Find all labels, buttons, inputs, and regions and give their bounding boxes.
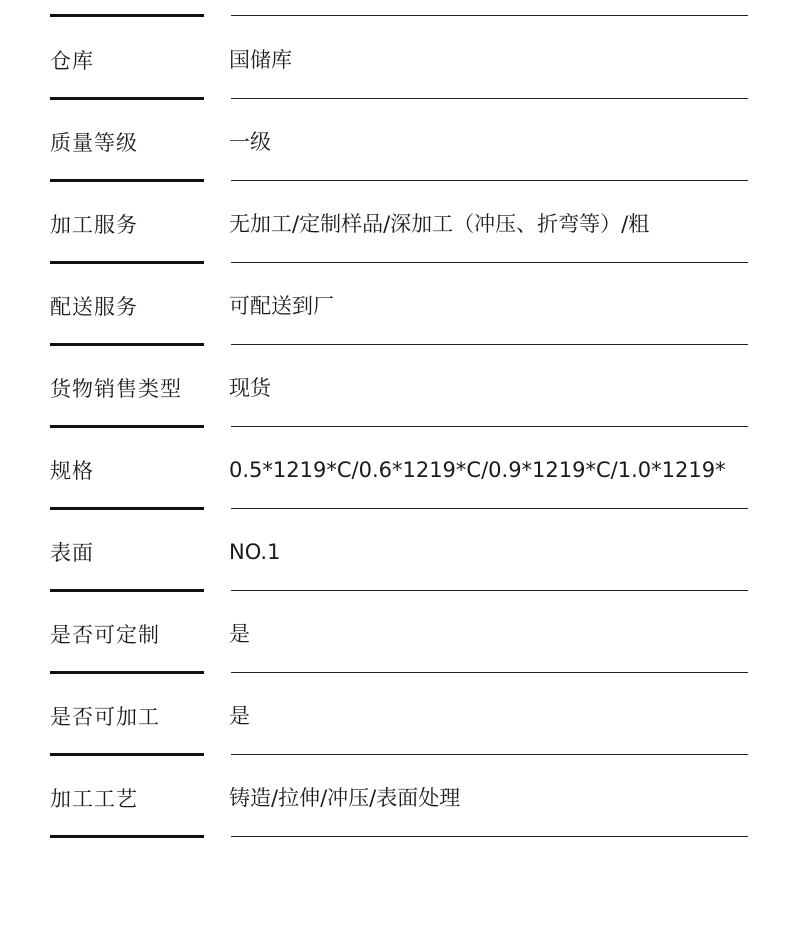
value-divider bbox=[231, 262, 748, 263]
spec-table bbox=[0, 14, 800, 838]
value-divider bbox=[231, 180, 748, 181]
value-divider bbox=[231, 508, 748, 509]
label-divider bbox=[50, 835, 204, 838]
spec-label: 货物销售类型 bbox=[50, 377, 182, 401]
spec-value: 铸造/拉伸/冲压/表面处理 bbox=[229, 786, 461, 810]
spec-row-processing-technique bbox=[0, 756, 800, 838]
value-divider bbox=[231, 98, 748, 99]
spec-row-sales-type bbox=[0, 346, 800, 428]
label-divider bbox=[50, 14, 204, 17]
spec-row-warehouse bbox=[0, 18, 800, 100]
spec-value: 是 bbox=[229, 622, 250, 646]
spec-value: 是 bbox=[229, 704, 250, 728]
spec-row-quality-grade bbox=[0, 100, 800, 182]
spec-row-delivery-service bbox=[0, 264, 800, 346]
spec-value: NO.1 bbox=[229, 540, 281, 564]
spec-row-processing-service bbox=[0, 182, 800, 264]
spec-row-processable bbox=[0, 674, 800, 756]
spec-label: 规格 bbox=[50, 459, 94, 483]
value-divider bbox=[231, 426, 748, 427]
spec-value: 无加工/定制样品/深加工（冲压、折弯等）/粗 bbox=[229, 212, 650, 236]
spec-row-surface bbox=[0, 510, 800, 592]
spec-label: 表面 bbox=[50, 541, 94, 565]
spec-value: 0.5*1219*C/0.6*1219*C/0.9*1219*C/1.0*1219* bbox=[229, 458, 726, 482]
value-divider bbox=[231, 344, 748, 345]
value-divider bbox=[231, 754, 748, 755]
value-divider bbox=[231, 672, 748, 673]
spec-row-specification bbox=[0, 428, 800, 510]
spec-label: 是否可加工 bbox=[50, 705, 160, 729]
spec-label: 仓库 bbox=[50, 49, 94, 73]
spec-label: 是否可定制 bbox=[50, 623, 160, 647]
value-divider bbox=[231, 836, 748, 837]
spec-label: 加工服务 bbox=[50, 213, 138, 237]
spec-row-customizable bbox=[0, 592, 800, 674]
spec-label: 加工工艺 bbox=[50, 787, 138, 811]
spec-label: 配送服务 bbox=[50, 295, 138, 319]
value-divider bbox=[231, 590, 748, 591]
spec-value: 可配送到厂 bbox=[229, 294, 334, 318]
spec-value: 现货 bbox=[229, 376, 271, 400]
value-divider bbox=[231, 15, 748, 16]
spec-value: 一级 bbox=[229, 130, 271, 154]
spec-value: 国储库 bbox=[229, 48, 292, 72]
spec-label: 质量等级 bbox=[50, 131, 138, 155]
